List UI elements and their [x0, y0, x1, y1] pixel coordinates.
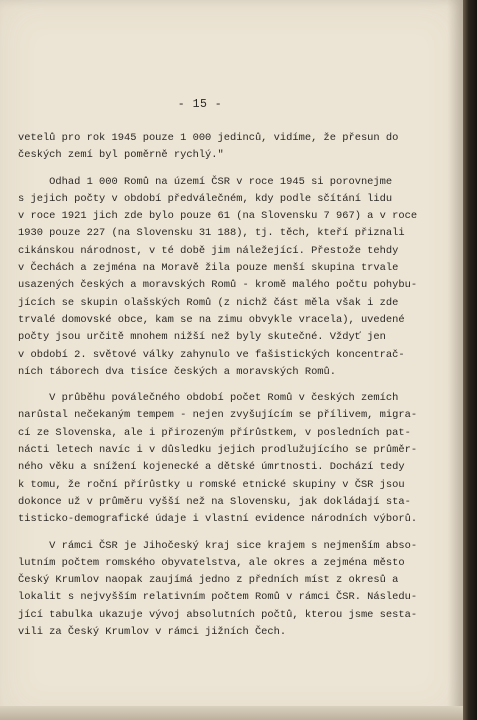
paragraph	[18, 390, 418, 528]
text-line: tisticko-demografické údaje i vlastní evidence národních výborů.	[18, 513, 418, 526]
text-line: ného věku a snížení kojenecké a dětské úmrtnosti. Dochází tedy	[18, 461, 405, 474]
text-line: jící tabulka ukazuje vývoj absolutních počtů, kterou jsme sesta-	[18, 608, 418, 621]
text-line: cí ze Slovenska, ale i přirozeným přírůstkem, v posledních pat-	[18, 426, 411, 439]
text-line: V průběhu poválečného období počet Romů v českých zemích	[18, 392, 399, 405]
text-line: k tomu, že roční přírůstky u romské etnické skupiny v ČSR jsou	[18, 478, 405, 491]
text-line: českých zemí byl poměrně rychlý."	[18, 149, 224, 162]
text-line: Český Krumlov naopak zaujímá jedno z předních míst z okresů a	[18, 574, 399, 587]
text-line: jících se skupin olašských Romů (z nichž část měla však i zde	[18, 296, 399, 309]
text-line: V rámci ČSR je Jihočeský kraj sice krajem s nejmenším abso-	[18, 539, 418, 552]
text-line: vili za Český Krumlov v rámci jižních Čech.	[18, 626, 287, 639]
text-line: cikánskou národnost, v té době jim náležející. Přestože tehdy	[18, 244, 399, 257]
text-line: narůstal nečekaným tempem - nejen zvyšujícím se přílivem, migra-	[18, 409, 418, 422]
text-line: usazených českých a moravských Romů - kromě malého počtu pohybu-	[18, 279, 418, 292]
page-shadow-edge	[447, 0, 463, 720]
binding-shadow	[463, 0, 477, 720]
text-line: vetelů pro rok 1945 pouze 1 000 jedinců, vidíme, že přesun do	[18, 132, 399, 144]
paragraph	[18, 130, 399, 165]
text-line: v roce 1921 jich zde bylo pouze 61 (na Slovensku 7 967) a v roce	[18, 210, 418, 223]
text-line: nácti letech navíc i v důsledku jejich prodlužujícího se průměr-	[18, 444, 418, 457]
body-text	[18, 130, 418, 641]
text-line: 1930 pouze 227 (na Slovensku 31 188), tj. těch, kteří přiznali	[18, 227, 405, 240]
text-line: v období 2. světové války zahynulo ve fašistických koncentrač-	[18, 348, 405, 361]
page-bottom-edge	[0, 706, 463, 720]
text-line: dokonce už v průměru vyšší než na Slovensku, jak dokládají sta-	[18, 495, 411, 508]
text-line: lutním počtem romského obyvatelstva, ale okres a zejména město	[18, 556, 405, 569]
text-line: ních táborech dva tisíce českých a moravských Romů.	[18, 365, 337, 378]
paragraph	[18, 174, 418, 382]
text-line: trvalé domovské obce, kam se na zimu obvykle vracela), uvedené	[18, 313, 405, 326]
paragraph	[18, 538, 418, 642]
page-number: - 15 -	[177, 98, 223, 111]
text-line: počty jsou určitě mnohem nižší než byly skutečné. Vždyť jen	[18, 331, 386, 344]
text-line: Odhad 1 000 Romů na území ČSR v roce 1945 si porovnejme	[18, 175, 393, 188]
text-line: lokalit s nejvyšším relativním počtem Romů v rámci ČSR. Následu-	[18, 591, 418, 604]
text-line: v Čechách a zejména na Moravě žila pouze menší skupina trvale	[18, 262, 399, 275]
text-line: s jejich počty v období předválečném, kdy podle sčítání lidu	[18, 192, 393, 205]
